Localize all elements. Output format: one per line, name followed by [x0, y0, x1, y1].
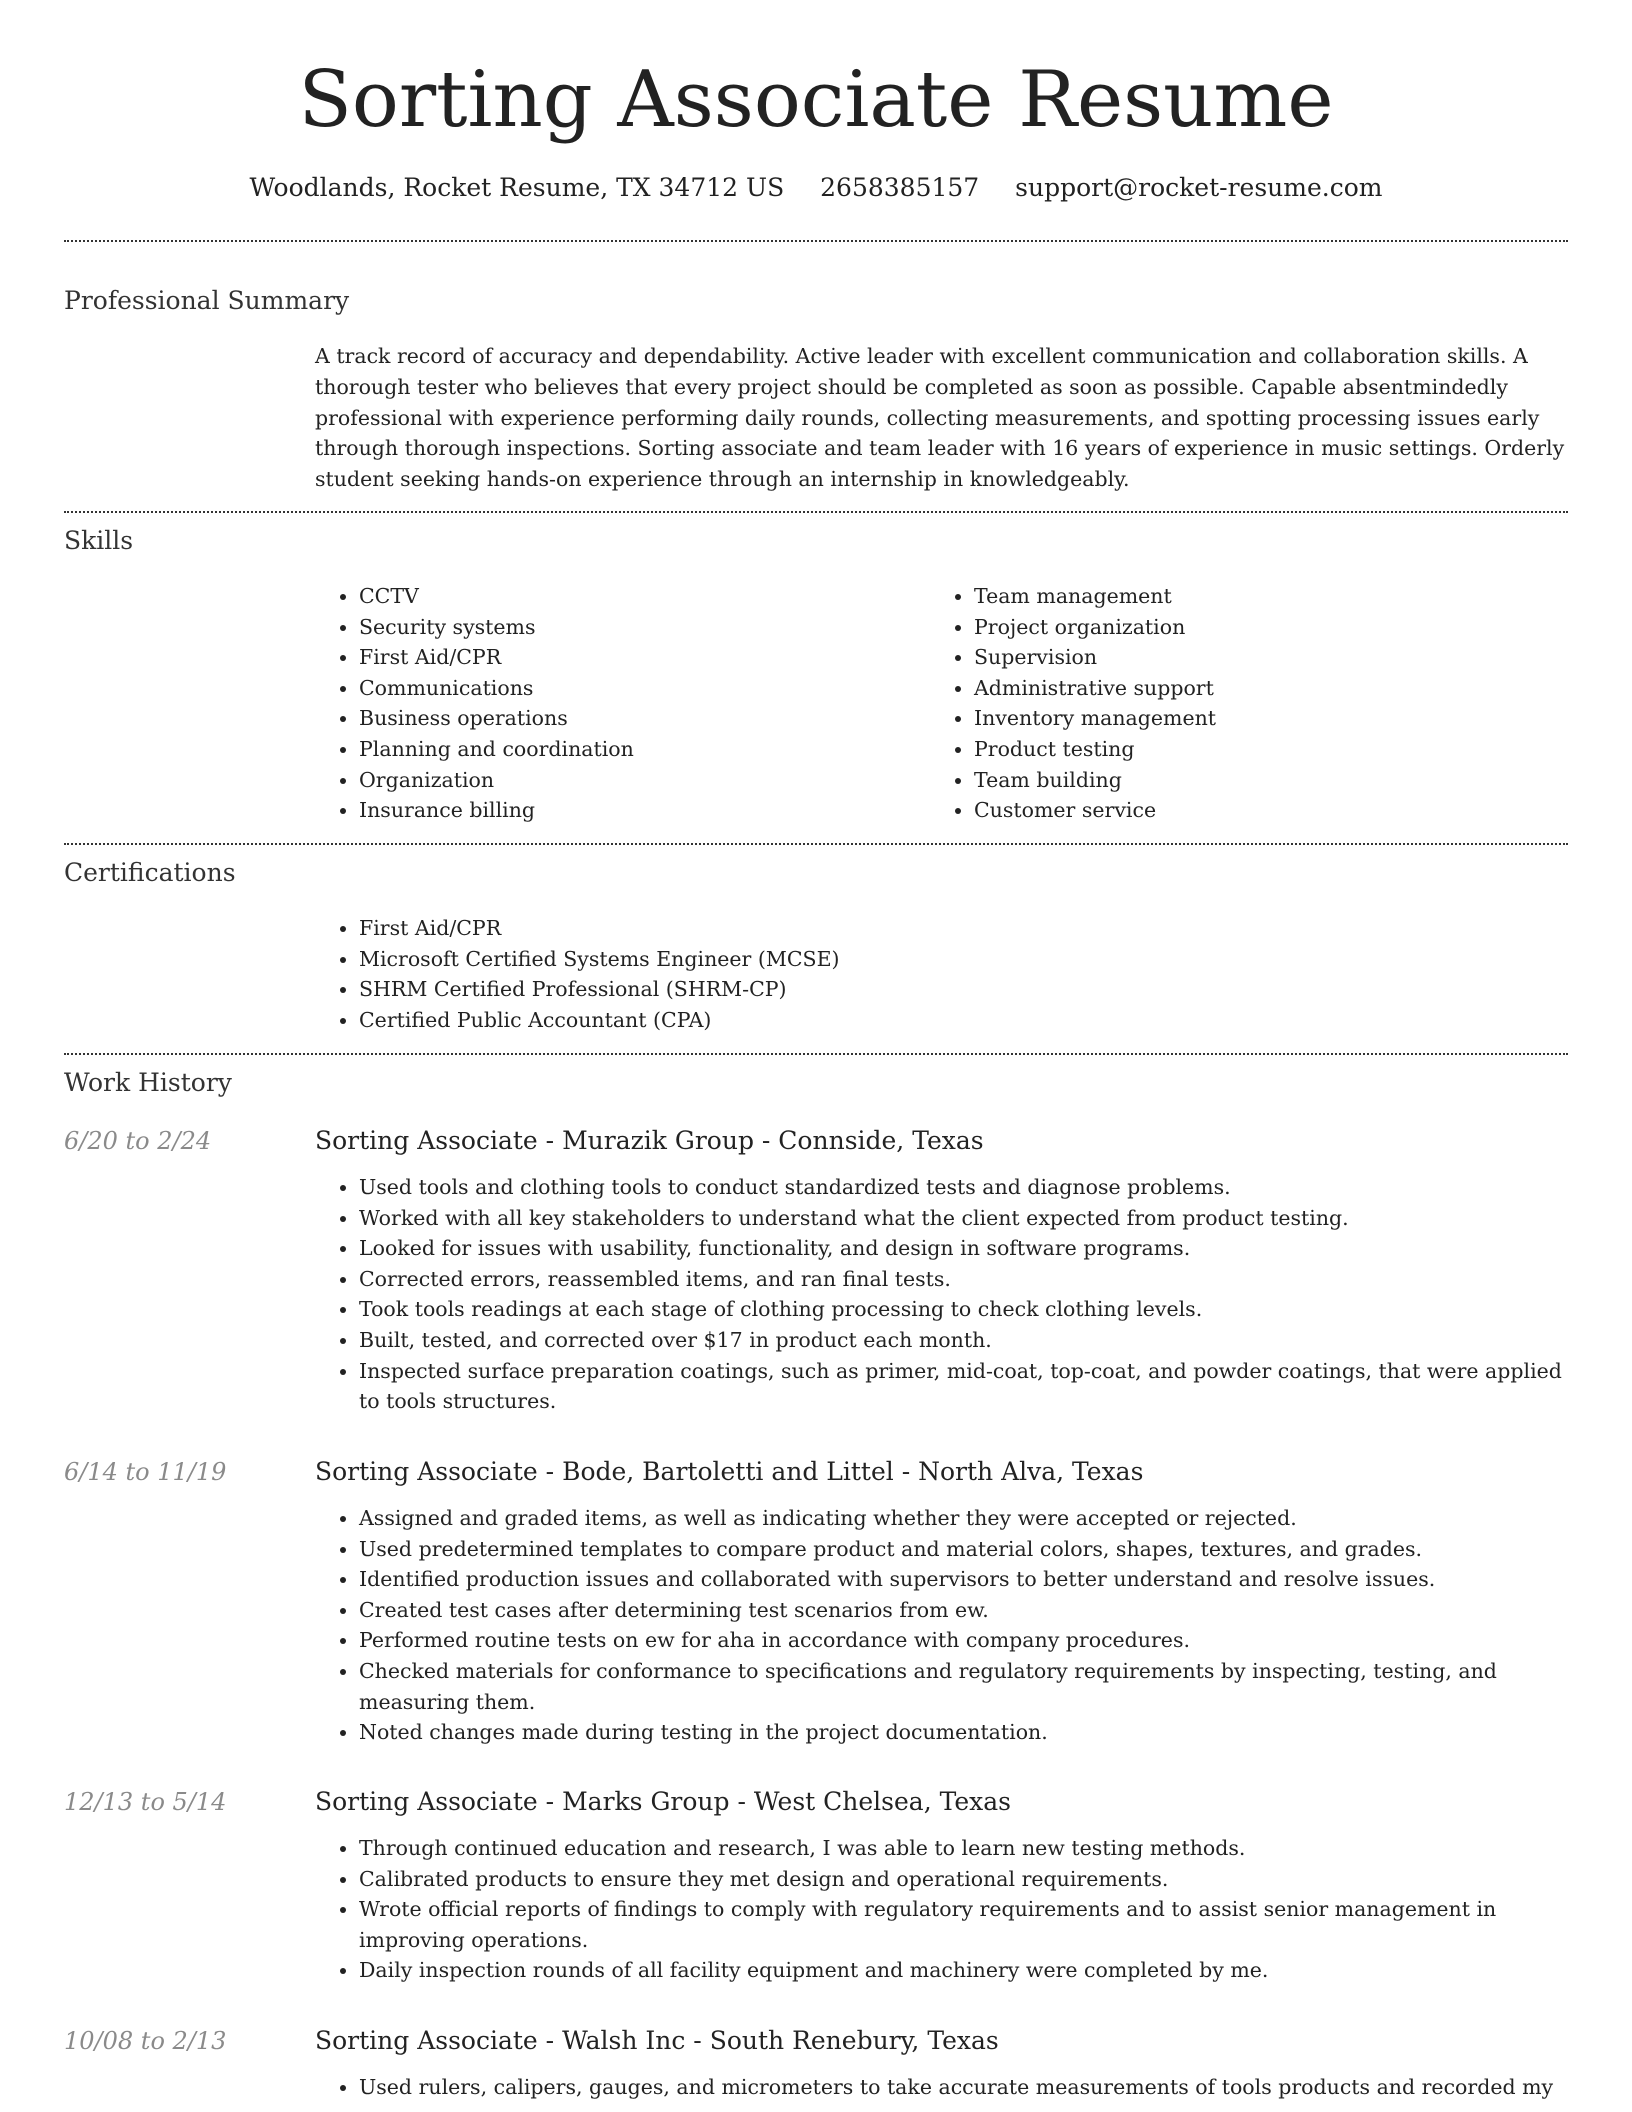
job-title: Sorting Associate - Murazik Group - Connside, Texas [315, 1126, 984, 1155]
certifications-block [315, 913, 1515, 1035]
contact-address: Woodlands, Rocket Resume, TX 34712 US [249, 173, 785, 202]
skills-column-left [315, 581, 915, 826]
skill-item: • Project organization [974, 612, 1530, 643]
job-duties-list [315, 1503, 1571, 1748]
summary-heading: Professional Summary [64, 286, 350, 315]
job-duty-item: • Corrected errors, reassembled items, and ran final tests. [359, 1264, 1571, 1295]
resume-title: Sorting Associate Resume [298, 55, 1334, 145]
certification-item: • First Aid/CPR [359, 913, 1515, 944]
job-duty-item: • Worked with all key stakeholders to understand what the client expected from product testing. [359, 1203, 1571, 1234]
summary-divider [64, 511, 1568, 513]
skill-item: • Product testing [974, 734, 1530, 765]
skill-item: • Inventory management [974, 703, 1530, 734]
certification-item: • SHRM Certified Professional (SHRM-CP) [359, 974, 1515, 1005]
job-dates: 6/14 to 11/19 [64, 1458, 227, 1486]
contact-phone: 2658385157 [820, 173, 980, 202]
job-duty-item: • Calibrated products to ensure they met design and operational requirements. [359, 1864, 1571, 1895]
job-duty-item: • Used rulers, calipers, gauges, and micrometers to take accurate measurements of tools products and recorded my [359, 2072, 1571, 2103]
contact-email[interactable]: support@rocket-resume.com [1015, 173, 1383, 202]
skill-item: • Supervision [974, 642, 1530, 673]
skills-column-right [930, 581, 1530, 826]
job-duty-item: • Through continued education and research, I was able to learn new testing methods. [359, 1833, 1571, 1864]
job-duties-list [315, 1833, 1571, 1986]
job-duty-item: • Inspected surface preparation coatings, such as primer, mid-coat, top-coat, and powder coatings, that were applied to tools structures. [359, 1356, 1571, 1417]
skill-item: • Security systems [359, 612, 915, 643]
contact-line [64, 170, 1568, 206]
job-duty-item: • Wrote official reports of findings to comply with regulatory requirements and to assist senior management in improving operations. [359, 1894, 1571, 1955]
skills-list-left [315, 581, 915, 826]
job-dates: 10/08 to 2/13 [64, 2027, 227, 2055]
work-history-heading: Work History [64, 1068, 232, 1097]
skills-divider [64, 843, 1568, 845]
skill-item: • Administrative support [974, 673, 1530, 704]
job-duty-item: • Identified production issues and collaborated with supervisors to better understand and resolve issues. [359, 1564, 1571, 1595]
skill-item: • Team building [974, 765, 1530, 796]
summary-text: A track record of accuracy and dependability. Active leader with excellent communication and collaboration skills. A thorough tester who believes that every project should be completed as soon as possible. Capable absentmindedly professional with experience performing daily rounds, collecting measurements, and spotting processing issues early through thorough inspections. Sorting associate and team leader with 16 years of experience in music settings. Orderly student seeking hands-on experience through an internship in knowledgeably. [315, 344, 1565, 492]
skill-item: • Communications [359, 673, 915, 704]
job-duty-item: • Performed routine tests on ew for aha in accordance with company procedures. [359, 1625, 1571, 1656]
job-duty-item: • Created test cases after determining test scenarios from ew. [359, 1595, 1571, 1626]
job-duty-item: • Assigned and graded items, as well as indicating whether they were accepted or rejected. [359, 1503, 1571, 1534]
certifications-heading: Certifications [64, 858, 236, 887]
skill-item: • Team management [974, 581, 1530, 612]
skill-item: • First Aid/CPR [359, 642, 915, 673]
header-divider [64, 240, 1568, 242]
job-duty-item: • Looked for issues with usability, functionality, and design in software programs. [359, 1233, 1571, 1264]
skill-item: • Business operations [359, 703, 915, 734]
job-title: Sorting Associate - Walsh Inc - South Renebury, Texas [315, 2026, 999, 2055]
certification-item: • Microsoft Certified Systems Engineer (MCSE) [359, 944, 1515, 975]
skill-item: • CCTV [359, 581, 915, 612]
job-duties-list [315, 2072, 1571, 2103]
job-duty-item: • Used predetermined templates to compare product and material colors, shapes, textures, and grades. [359, 1534, 1571, 1565]
certifications-divider [64, 1053, 1568, 1055]
job-title: Sorting Associate - Bode, Bartoletti and Littel - North Alva, Texas [315, 1457, 1144, 1486]
job-duty-item: • Took tools readings at each stage of clothing processing to check clothing levels. [359, 1294, 1571, 1325]
skill-item: • Insurance billing [359, 795, 915, 826]
skills-heading: Skills [64, 526, 134, 555]
job-duty-item: • Built, tested, and corrected over $17 in product each month. [359, 1325, 1571, 1356]
skill-item: • Organization [359, 765, 915, 796]
job-dates: 6/20 to 2/24 [64, 1127, 212, 1155]
job-duty-item: • Daily inspection rounds of all facility equipment and machinery were completed by me. [359, 1955, 1571, 1986]
job-duty-item: • Noted changes made during testing in the project documentation. [359, 1717, 1571, 1748]
job-title: Sorting Associate - Marks Group - West Chelsea, Texas [315, 1787, 1011, 1816]
certification-item: • Certified Public Accountant (CPA) [359, 1005, 1515, 1036]
job-duties-list [315, 1172, 1571, 1417]
skill-item: • Planning and coordination [359, 734, 915, 765]
job-duty-item: • Checked materials for conformance to specifications and regulatory requirements by inspecting, testing, and measuring them. [359, 1656, 1571, 1717]
certifications-list [315, 913, 1515, 1035]
skills-list-right [930, 581, 1530, 826]
job-dates: 12/13 to 5/14 [64, 1788, 227, 1816]
skill-item: • Customer service [974, 795, 1530, 826]
job-duty-item: • Used tools and clothing tools to conduct standardized tests and diagnose problems. [359, 1172, 1571, 1203]
